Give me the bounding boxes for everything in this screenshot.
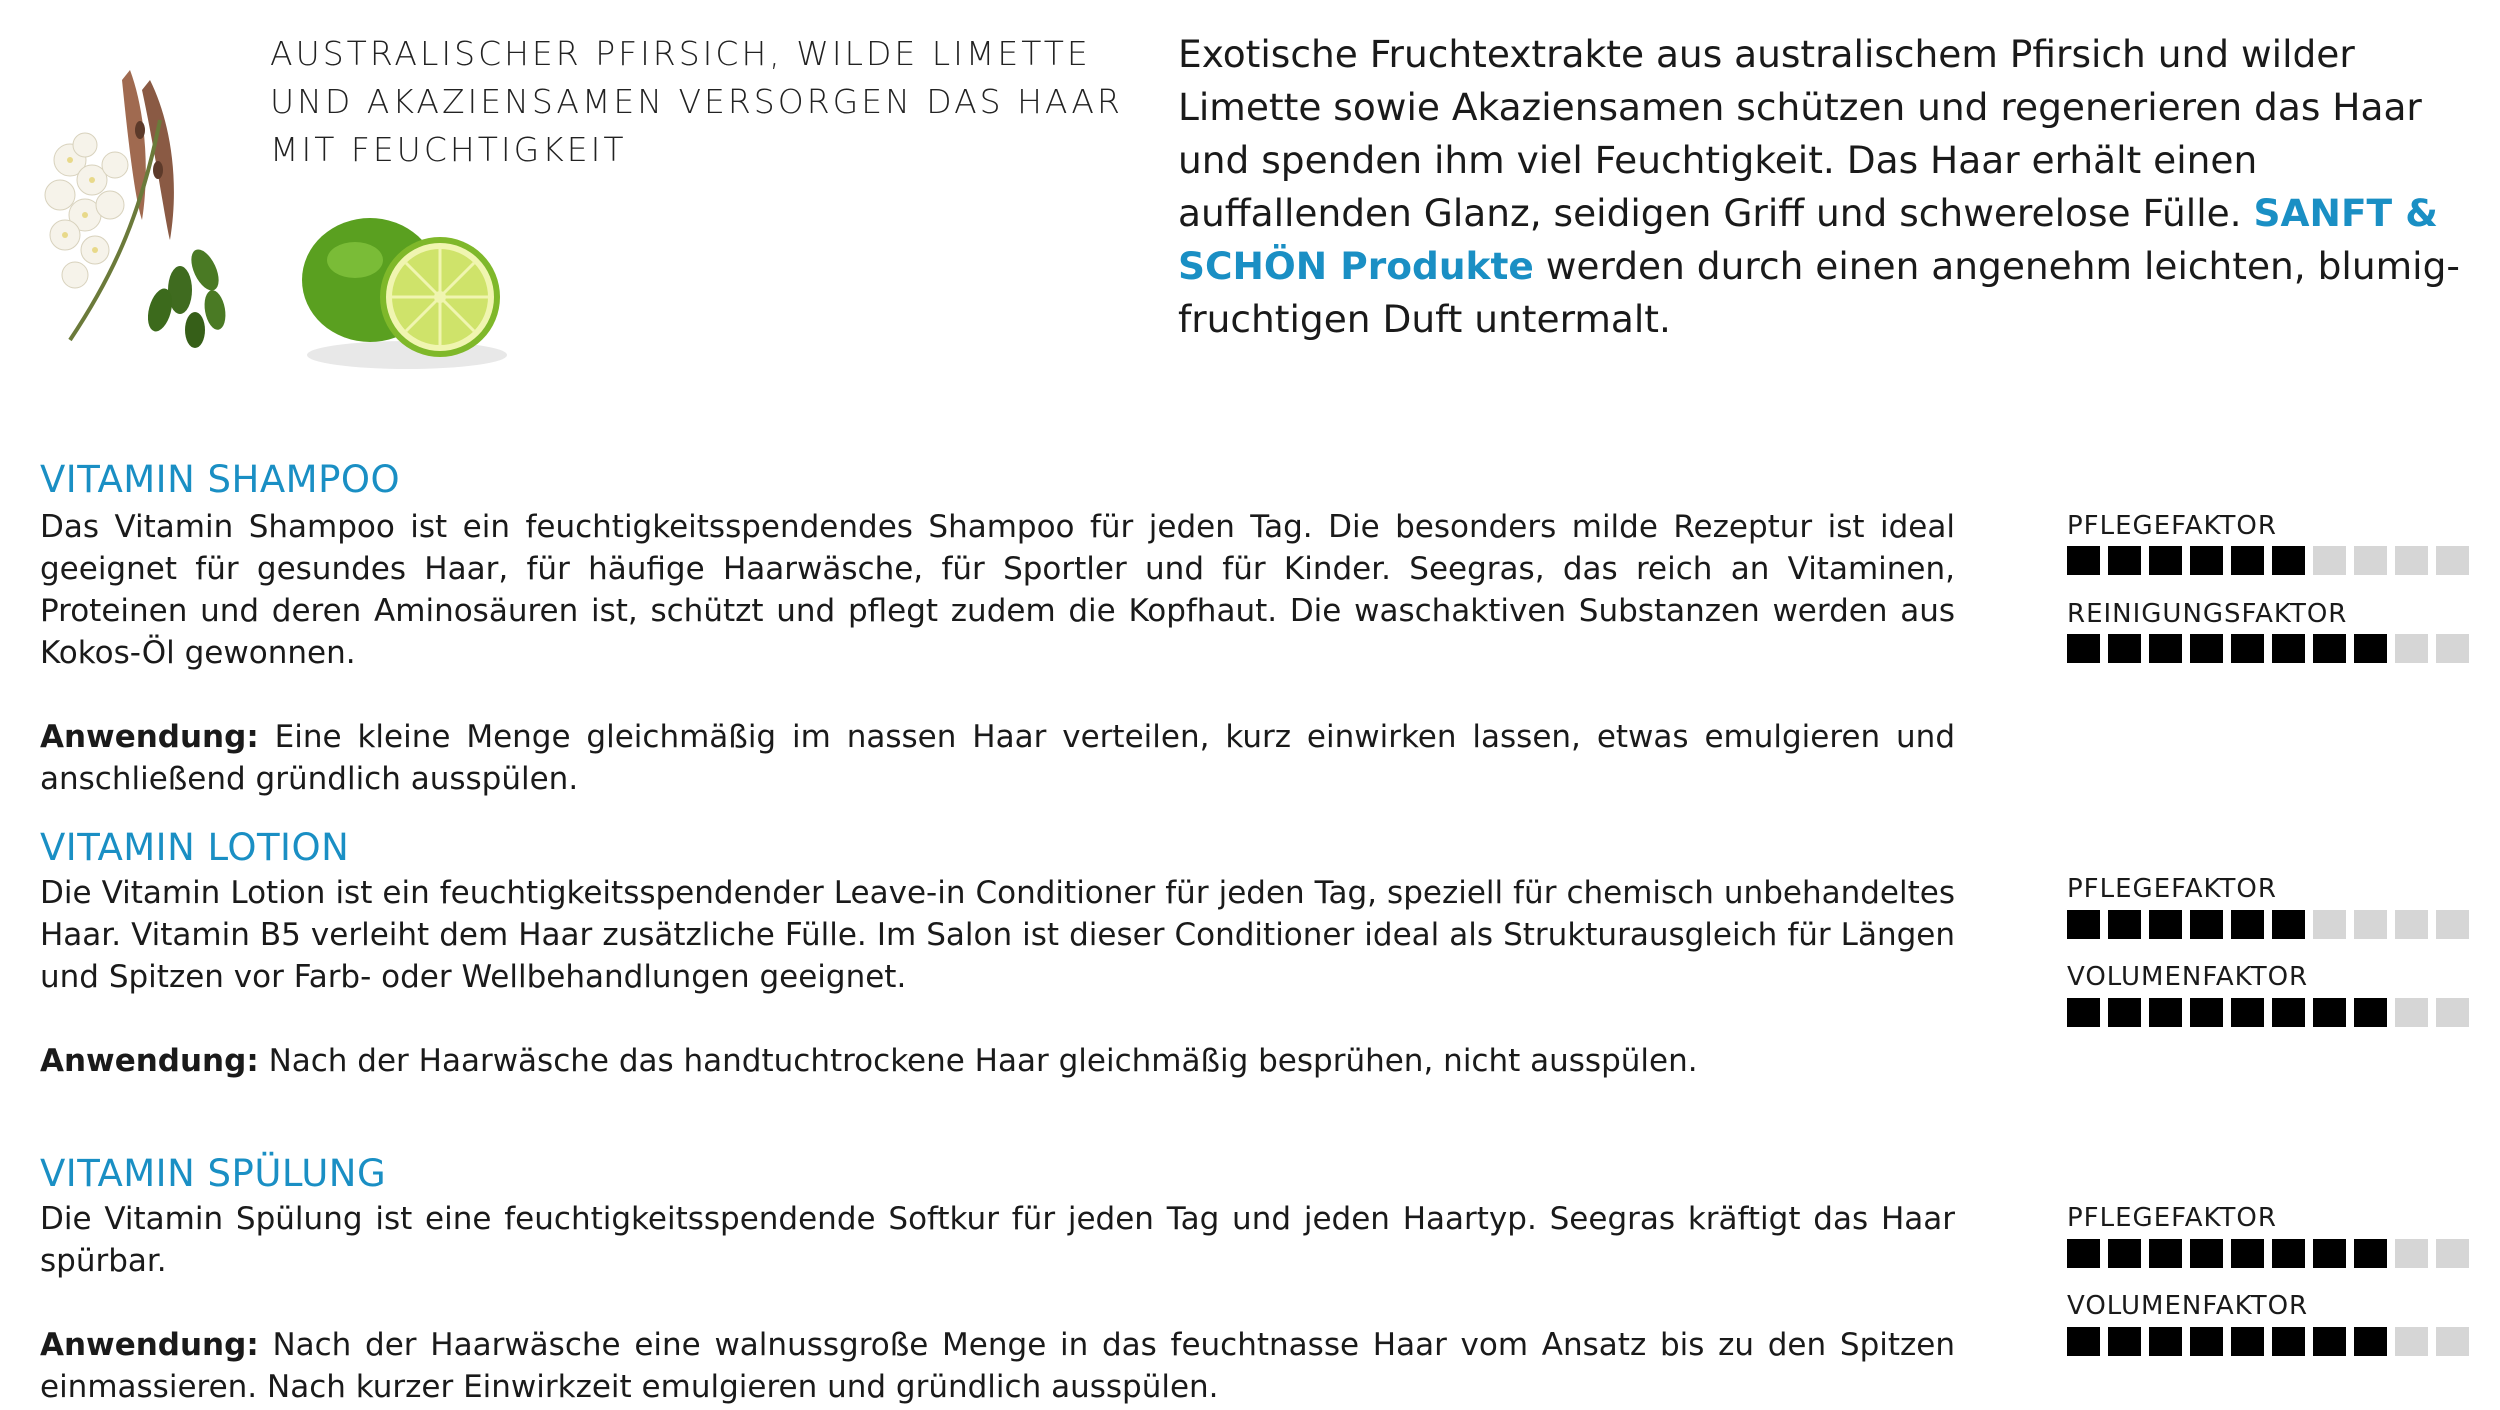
product-usage: [40, 716, 1955, 800]
rating-square-empty: [2395, 634, 2428, 663]
product-description: Die Vitamin Spülung ist eine feuchtigkeitsspendende Softkur für jeden Tag und jeden Haartyp. Seegras kräftigt das Haar spürbar.: [40, 1201, 1955, 1279]
rating-squares: [2067, 546, 2469, 575]
product-description: Die Vitamin Lotion ist ein feuchtigkeitsspendender Leave-in Conditioner für jeden Tag, speziell für chemisch unbehandeltes Haar. Vitamin B5 verleiht dem Haar zusätzliche Fülle. Im Salon ist dieser Conditioner ideal als Strukturausgleich für Längen und Spitzen vor Farb- oder Wellbehandlungen geeignet.: [40, 875, 1955, 995]
rating-square-filled: [2108, 1327, 2141, 1356]
intro-text-end: werden durch einen angenehm leichten, blumig-fruchtigen Duft untermalt.: [1178, 244, 2460, 341]
rating-square-filled: [2231, 1239, 2264, 1268]
rating-squares: [2067, 1327, 2469, 1356]
brand-highlight: SANFT & SCHÖN Produkte: [1178, 191, 2438, 288]
rating-squares: [2067, 998, 2469, 1027]
rating-square-filled: [2354, 1327, 2387, 1356]
rating-square-empty: [2436, 1239, 2469, 1268]
rating-square-filled: [2231, 1327, 2264, 1356]
product-title: VITAMIN LOTION: [40, 826, 350, 869]
intro-paragraph: [1178, 28, 2463, 346]
rating-square-empty: [2395, 1327, 2428, 1356]
rating-square-filled: [2067, 634, 2100, 663]
rating-square-filled: [2067, 1327, 2100, 1356]
rating-square-filled: [2354, 634, 2387, 663]
rating-square-empty: [2313, 546, 2346, 575]
rating-square-empty: [2436, 546, 2469, 575]
product-description-block: [40, 872, 1955, 1082]
rating-square-filled: [2108, 546, 2141, 575]
rating-label: PFLEGEFAKTOR: [2067, 1203, 2277, 1233]
lime-illustration: [295, 205, 520, 375]
rating-label: VOLUMENFAKTOR: [2067, 1291, 2309, 1321]
rating-square-filled: [2149, 546, 2182, 575]
rating-square-filled: [2190, 546, 2223, 575]
rating-squares: [2067, 634, 2469, 663]
rating-square-filled: [2190, 634, 2223, 663]
rating-square-empty: [2354, 546, 2387, 575]
rating-square-filled: [2272, 546, 2305, 575]
header-tagline: [270, 30, 1130, 174]
rating-square-filled: [2067, 546, 2100, 575]
rating-square-filled: [2067, 1239, 2100, 1268]
rating-square-filled: [2149, 910, 2182, 939]
rating-squares: [2067, 1239, 2469, 1268]
product-description-block: [40, 1198, 1955, 1408]
product-usage: [40, 1324, 1955, 1408]
rating-square-empty: [2354, 910, 2387, 939]
rating-square-filled: [2190, 1239, 2223, 1268]
rating-square-filled: [2313, 998, 2346, 1027]
rating-square-empty: [2395, 910, 2428, 939]
rating-square-empty: [2436, 998, 2469, 1027]
tagline-line: UND AKAZIENSAMEN VERSORGEN DAS HAAR: [270, 82, 1123, 121]
usage-text: Eine kleine Menge gleichmäßig im nassen Haar verteilen, kurz einwirken lassen, etwas emulgieren und anschließend gründlich ausspülen.: [40, 719, 1955, 797]
rating-square-filled: [2231, 998, 2264, 1027]
rating-square-filled: [2149, 998, 2182, 1027]
rating-square-filled: [2108, 998, 2141, 1027]
rating-label: VOLUMENFAKTOR: [2067, 962, 2309, 992]
rating-square-empty: [2436, 1327, 2469, 1356]
rating-square-filled: [2272, 1327, 2305, 1356]
rating-square-filled: [2108, 910, 2141, 939]
rating-square-filled: [2149, 634, 2182, 663]
rating-label: PFLEGEFAKTOR: [2067, 874, 2277, 904]
rating-square-empty: [2313, 910, 2346, 939]
rating-square-filled: [2067, 998, 2100, 1027]
rating-squares: [2067, 910, 2469, 939]
product-title: VITAMIN SPÜLUNG: [40, 1152, 387, 1195]
rating-square-filled: [2190, 910, 2223, 939]
rating-label: PFLEGEFAKTOR: [2067, 511, 2277, 541]
rating-square-filled: [2149, 1327, 2182, 1356]
rating-square-filled: [2190, 1327, 2223, 1356]
rating-square-filled: [2354, 1239, 2387, 1268]
rating-square-filled: [2272, 1239, 2305, 1268]
tagline-line: AUSTRALISCHER PFIRSICH, WILDE LIMETTE: [270, 34, 1091, 73]
rating-square-empty: [2436, 910, 2469, 939]
rating-square-filled: [2067, 910, 2100, 939]
rating-square-filled: [2190, 998, 2223, 1027]
product-description-block: [40, 506, 1955, 800]
rating-square-filled: [2272, 634, 2305, 663]
rating-square-filled: [2231, 546, 2264, 575]
rating-square-empty: [2436, 634, 2469, 663]
rating-square-filled: [2272, 910, 2305, 939]
product-title: VITAMIN SHAMPOO: [40, 458, 401, 501]
rating-square-filled: [2149, 1239, 2182, 1268]
rating-square-filled: [2231, 634, 2264, 663]
usage-label: Anwendung:: [40, 1043, 259, 1079]
rating-square-empty: [2395, 1239, 2428, 1268]
rating-square-filled: [2108, 634, 2141, 663]
product-usage: [40, 1040, 1955, 1082]
rating-square-filled: [2272, 998, 2305, 1027]
rating-square-filled: [2231, 910, 2264, 939]
tagline-line: MIT FEUCHTIGKEIT: [270, 130, 627, 169]
product-description: Das Vitamin Shampoo ist ein feuchtigkeitsspendendes Shampoo für jeden Tag. Die besonders milde Rezeptur ist ideal geeignet für gesundes Haar, für häufige Haarwäsche, für Sportler und für Kinder. Seegras, das reich an Vitaminen, Proteinen und deren Aminosäuren ist, schützt und pflegt zudem die Kopfhaut. Die waschaktiven Substanzen werden aus Kokos-Öl gewonnen.: [40, 509, 1955, 671]
intro-text: Exotische Fruchtextrakte aus australischem Pfirsich und wilder Limette sowie Akaziensamen schützen und regenerieren das Haar und spenden ihm viel Feuchtigkeit. Das Haar erhält einen auffallenden Glanz, seidigen Griff und schwerelose Fülle.: [1178, 32, 2422, 235]
rating-label: REINIGUNGSFAKTOR: [2067, 599, 2348, 629]
rating-square-filled: [2313, 1239, 2346, 1268]
rating-square-filled: [2313, 634, 2346, 663]
usage-label: Anwendung:: [40, 719, 259, 755]
usage-text: Nach der Haarwäsche eine walnussgroße Menge in das feuchtnasse Haar vom Ansatz bis zu den Spitzen einmassieren. Nach kurzer Einwirkzeit emulgieren und gründlich ausspülen.: [40, 1327, 1955, 1405]
rating-square-filled: [2313, 1327, 2346, 1356]
rating-square-empty: [2395, 998, 2428, 1027]
acacia-flower-illustration: [30, 60, 240, 350]
rating-square-empty: [2395, 546, 2428, 575]
rating-square-filled: [2354, 998, 2387, 1027]
rating-square-filled: [2108, 1239, 2141, 1268]
usage-text: Nach der Haarwäsche das handtuchtrockene Haar gleichmäßig besprühen, nicht ausspülen.: [258, 1043, 1698, 1079]
usage-label: Anwendung:: [40, 1327, 259, 1363]
